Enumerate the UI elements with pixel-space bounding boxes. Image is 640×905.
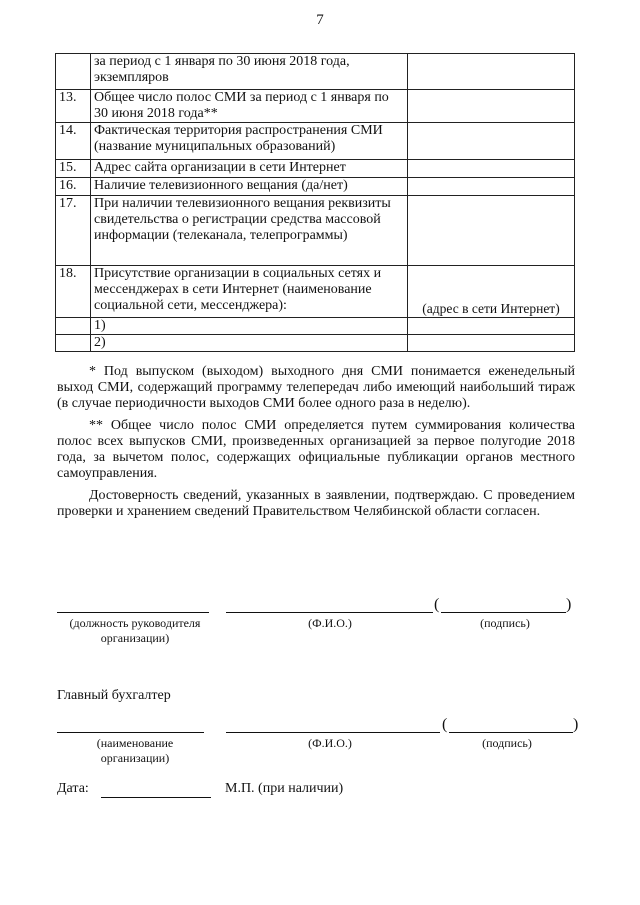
page-number: 7: [316, 12, 324, 28]
footnote-2: ** Общее число полос СМИ определяется путем суммирования количества полос всех выпусков СМИ, произведенных организацией за первое полугодие 2018 года, за вычетом полос, содержащих официальные публикации органов местного самоуправления.: [57, 418, 575, 481]
open-paren: (: [442, 716, 448, 733]
head-signature-caption: (подпись): [480, 616, 530, 630]
row-value[interactable]: [408, 54, 575, 90]
accountant-org-caption: (наименование организации): [96, 736, 174, 765]
row-value[interactable]: [408, 335, 575, 352]
row-text: 1): [91, 318, 408, 335]
head-position-caption: (должность руководителя организации): [69, 616, 201, 645]
row-text: При наличии телевизионного вещания реквизиты свидетельства о регистрации средства массовой информации (телеканала, телепрограммы): [91, 196, 408, 266]
close-paren: ): [566, 596, 572, 613]
table-row: [56, 178, 575, 196]
accountant-signature-line[interactable]: [449, 732, 573, 733]
accountant-label: Главный бухгалтер: [57, 688, 171, 703]
footnotes: [57, 364, 575, 520]
table-row: [56, 266, 575, 318]
row-number: 14.: [56, 123, 91, 160]
row-text: Наличие телевизионного вещания (да/нет): [91, 178, 408, 196]
certification-text: Достоверность сведений, указанных в заявлении, подтверждаю. С проведением проверки и хранением сведений Правительством Челябинской области согласен.: [57, 488, 575, 519]
table-row: [56, 196, 575, 266]
accountant-name-caption: (Ф.И.О.): [308, 736, 352, 750]
row-number: [56, 54, 91, 90]
table-row: [56, 160, 575, 178]
head-name-line[interactable]: [226, 612, 433, 613]
footnote-1: * Под выпуском (выходом) выходного дня СМИ понимается еженедельный выход СМИ, содержащий программу телепередач либо имеющий наибольший тираж (в случае периодичности выходов СМИ более одного раза в неделю).: [57, 364, 575, 411]
head-name-caption: (Ф.И.О.): [308, 616, 352, 630]
date-line[interactable]: [101, 797, 211, 798]
row-text: Адрес сайта организации в сети Интернет: [91, 160, 408, 178]
accountant-name-line[interactable]: [226, 732, 440, 733]
table-row: [56, 335, 575, 352]
row-number: 17.: [56, 196, 91, 266]
row-text: за период с 1 января по 30 июня 2018 года, экземпляров: [91, 54, 408, 90]
row-text: Присутствие организации в социальных сетях и мессенджерах в сети Интернет (наименование социальной сети, мессенджера):: [91, 266, 408, 318]
row-value[interactable]: [408, 90, 575, 123]
row-text: Фактическая территория распространения СМИ (название муниципальных образований): [91, 123, 408, 160]
row-value[interactable]: [408, 318, 575, 335]
table-row: [56, 90, 575, 123]
head-signature-line[interactable]: [441, 612, 566, 613]
row-number: 16.: [56, 178, 91, 196]
row-value: (адрес в сети Интернет): [408, 266, 575, 318]
open-paren: (: [434, 596, 440, 613]
table-row: [56, 318, 575, 335]
date-label: Дата:: [57, 781, 89, 796]
accountant-signature-caption: (подпись): [482, 736, 532, 750]
close-paren: ): [573, 716, 579, 733]
row-number: 13.: [56, 90, 91, 123]
table-row: [56, 123, 575, 160]
row-number: 18.: [56, 266, 91, 318]
head-position-line[interactable]: [57, 612, 209, 613]
row-number: 15.: [56, 160, 91, 178]
row-value[interactable]: [408, 178, 575, 196]
row-value[interactable]: [408, 123, 575, 160]
table-row: [56, 54, 575, 90]
row-value[interactable]: [408, 160, 575, 178]
row-number: [56, 318, 91, 335]
stamp-label: М.П. (при наличии): [225, 781, 344, 796]
accountant-org-line[interactable]: [57, 732, 204, 733]
row-text: 2): [91, 335, 408, 352]
row-value[interactable]: [408, 196, 575, 266]
row-number: [56, 335, 91, 352]
form-table: [55, 53, 575, 352]
row-text: Общее число полос СМИ за период с 1 января по 30 июня 2018 года**: [91, 90, 408, 123]
